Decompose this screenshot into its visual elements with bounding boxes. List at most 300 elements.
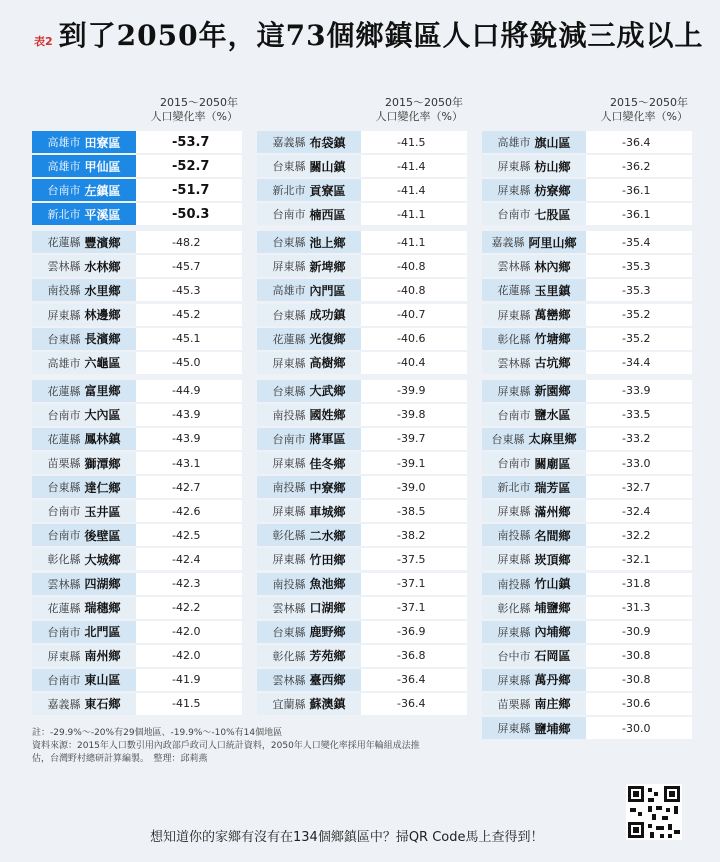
county-label: 屏東縣 <box>272 260 306 274</box>
change-rate-value: -35.2 <box>586 304 692 326</box>
table-row <box>257 203 467 225</box>
town-label: 車城鄉 <box>309 504 346 519</box>
county-label: 台南市 <box>47 505 81 519</box>
region-name <box>482 380 586 402</box>
footnotes <box>32 727 452 766</box>
county-label: 花蓮縣 <box>47 601 81 615</box>
town-label: 布袋鎮 <box>309 135 346 150</box>
county-label: 苗栗縣 <box>47 457 81 471</box>
region-name <box>32 573 136 595</box>
town-label: 七股區 <box>534 207 571 222</box>
region-name <box>257 231 361 253</box>
town-label: 平溪區 <box>84 207 121 222</box>
table-row <box>482 524 692 546</box>
change-rate-value: -42.0 <box>136 621 242 643</box>
region-name <box>482 328 586 350</box>
table-row <box>257 476 467 498</box>
county-label: 屏東縣 <box>272 457 306 471</box>
town-label: 瑞芳區 <box>534 480 571 495</box>
town-label: 南庄鄉 <box>534 697 571 712</box>
note-line: 資料來源：2015年人口數引用內政部戶政司人口統計資料，2050年人口變化率採用年輪組成法推 <box>32 741 420 751</box>
change-rate-value: -38.5 <box>361 500 467 522</box>
town-label: 獅潭鄉 <box>84 456 121 471</box>
region-name <box>257 500 361 522</box>
town-label: 新埤鄉 <box>309 259 346 274</box>
change-rate-value: -42.5 <box>136 524 242 546</box>
change-rate-value: -41.5 <box>361 131 467 153</box>
town-label: 枋山鄉 <box>534 159 571 174</box>
region-name <box>257 452 361 474</box>
region-name <box>32 203 136 225</box>
county-label: 台東縣 <box>272 160 306 174</box>
region-name <box>482 597 586 619</box>
town-label: 楠西區 <box>309 207 346 222</box>
county-label: 台南市 <box>47 184 81 198</box>
county-label: 台東縣 <box>272 384 306 398</box>
town-label: 口湖鄉 <box>309 601 346 616</box>
town-label: 四湖鄉 <box>84 577 121 591</box>
county-label: 台南市 <box>272 208 306 222</box>
change-rate-value: -40.7 <box>361 304 467 326</box>
change-rate-value: -30.8 <box>586 645 692 667</box>
region-name <box>32 352 136 374</box>
table-row <box>482 452 692 474</box>
change-rate-value: -33.5 <box>586 404 692 426</box>
table-row <box>32 645 242 667</box>
table-row <box>257 693 467 715</box>
region-name <box>257 304 361 326</box>
county-label: 花蓮縣 <box>47 384 81 398</box>
region-name <box>257 404 361 426</box>
town-label: 後壁區 <box>84 528 121 543</box>
table-row <box>257 155 467 177</box>
table-row <box>32 452 242 474</box>
town-label: 左鎮區 <box>84 183 121 198</box>
column-header: 2015～2050年 人口變化率（%） <box>600 96 688 123</box>
table-row <box>482 621 692 643</box>
change-rate-value: -36.1 <box>586 179 692 201</box>
table-row <box>482 179 692 201</box>
county-label: 南投縣 <box>272 577 306 591</box>
table-row <box>482 597 692 619</box>
change-rate-value: -41.9 <box>136 669 242 691</box>
table-row <box>482 669 692 691</box>
table-tag: 表2 <box>34 35 53 48</box>
county-label: 屏東縣 <box>272 553 306 567</box>
region-name <box>32 452 136 474</box>
region-name <box>257 476 361 498</box>
region-name <box>482 693 586 715</box>
county-label: 台南市 <box>47 673 81 687</box>
region-name <box>32 328 136 350</box>
change-rate-value: -42.0 <box>136 645 242 667</box>
note-line: 估，台灣野村總研計算編製。 整理：邱莉燕 <box>32 754 208 764</box>
change-rate-value: -41.1 <box>361 231 467 253</box>
change-rate-value: -41.5 <box>136 693 242 715</box>
change-rate-value: -36.4 <box>361 693 467 715</box>
region-name <box>257 573 361 595</box>
county-label: 台南市 <box>47 408 81 422</box>
table-row <box>32 404 242 426</box>
region-name <box>482 500 586 522</box>
table-row <box>32 693 242 715</box>
county-label: 宜蘭縣 <box>272 697 306 711</box>
table-row <box>257 131 467 153</box>
region-name <box>32 645 136 667</box>
table-column-2 <box>257 96 467 717</box>
town-label: 鹽水區 <box>534 408 571 423</box>
county-label: 雲林縣 <box>272 601 306 615</box>
town-label: 芳苑鄉 <box>309 649 346 664</box>
region-name <box>482 352 586 374</box>
town-label: 大武鄉 <box>309 384 346 399</box>
change-rate-value: -36.2 <box>586 155 692 177</box>
town-label: 魚池鄉 <box>309 577 346 591</box>
region-name <box>482 255 586 277</box>
table-row <box>257 352 467 374</box>
change-rate-value: -39.0 <box>361 476 467 498</box>
county-label: 高雄市 <box>47 356 81 370</box>
county-label: 屏東縣 <box>272 505 306 519</box>
town-label: 萬巒鄉 <box>534 308 571 323</box>
town-label: 六龜區 <box>84 356 121 371</box>
change-rate-value: -32.1 <box>586 548 692 570</box>
table-row <box>32 380 242 402</box>
table-row <box>257 645 467 667</box>
table-row <box>32 597 242 619</box>
region-name <box>482 231 586 253</box>
change-rate-value: -42.6 <box>136 500 242 522</box>
county-label: 屏東縣 <box>47 649 81 663</box>
change-rate-value: -40.6 <box>361 328 467 350</box>
table-row <box>257 500 467 522</box>
county-label: 彰化縣 <box>272 529 306 543</box>
county-label: 雲林縣 <box>47 260 81 274</box>
table-row <box>482 693 692 715</box>
table-row <box>257 573 467 595</box>
table-row <box>257 328 467 350</box>
county-label: 台中市 <box>497 649 531 663</box>
region-name <box>32 279 136 301</box>
town-label: 光復鄉 <box>309 332 346 347</box>
table-row <box>482 131 692 153</box>
town-label: 滿州鄉 <box>534 504 571 519</box>
change-rate-value: -35.3 <box>586 255 692 277</box>
town-label: 石岡區 <box>534 649 571 664</box>
county-label: 彰化縣 <box>47 553 81 567</box>
change-rate-value: -31.3 <box>586 597 692 619</box>
table-row <box>482 328 692 350</box>
qr-code-icon[interactable] <box>626 784 682 840</box>
region-name <box>32 155 136 177</box>
change-rate-value: -31.8 <box>586 573 692 595</box>
region-name <box>32 669 136 691</box>
county-label: 台東縣 <box>47 481 81 495</box>
table-row <box>32 548 242 570</box>
change-rate-value: -43.9 <box>136 428 242 450</box>
table-row <box>32 352 242 374</box>
region-name <box>32 255 136 277</box>
region-name <box>482 524 586 546</box>
county-label: 雲林縣 <box>272 673 306 687</box>
note-line: 註：-29.9%～-20%有29個地區、-19.9%～-10%有14個地區 <box>32 728 283 738</box>
county-label: 高雄市 <box>272 284 306 298</box>
town-label: 中寮鄉 <box>309 480 346 495</box>
town-label: 豐濱鄉 <box>84 235 121 250</box>
table-row <box>257 548 467 570</box>
town-label: 玉井區 <box>84 504 121 519</box>
table-row <box>32 573 242 595</box>
county-label: 南投縣 <box>497 577 531 591</box>
change-rate-value: -37.1 <box>361 573 467 595</box>
table-row <box>482 500 692 522</box>
table-row <box>482 255 692 277</box>
table-row <box>32 524 242 546</box>
change-rate-value: -35.3 <box>586 279 692 301</box>
town-label: 達仁鄉 <box>84 480 121 495</box>
region-name <box>32 131 136 153</box>
town-label: 崁頂鄉 <box>534 552 571 567</box>
table-row <box>32 328 242 350</box>
table-row <box>32 476 242 498</box>
county-label: 台東縣 <box>272 625 306 639</box>
town-label: 富里鄉 <box>84 384 121 399</box>
table-row <box>257 428 467 450</box>
county-label: 新北市 <box>272 184 306 198</box>
county-label: 嘉義縣 <box>272 136 306 149</box>
region-name <box>482 131 586 153</box>
town-label: 古坑鄉 <box>534 356 571 371</box>
region-name <box>257 255 361 277</box>
rows <box>32 131 242 715</box>
region-name <box>257 203 361 225</box>
county-label: 苗栗縣 <box>497 697 531 711</box>
town-label: 南州鄉 <box>84 649 121 664</box>
region-name <box>257 645 361 667</box>
town-label: 竹山鎮 <box>534 577 571 591</box>
change-rate-value: -38.2 <box>361 524 467 546</box>
table-row <box>32 304 242 326</box>
county-label: 台東縣 <box>272 236 306 250</box>
county-label: 花蓮縣 <box>47 432 81 446</box>
town-label: 水里鄉 <box>84 283 121 298</box>
region-name <box>482 621 586 643</box>
change-rate-value: -39.9 <box>361 380 467 402</box>
town-label: 林邊鄉 <box>84 308 121 323</box>
change-rate-value: -33.0 <box>586 452 692 474</box>
town-label: 竹田鄉 <box>309 552 346 567</box>
town-label: 太麻里鄉 <box>528 432 577 447</box>
table-row <box>32 131 242 153</box>
change-rate-value: -42.4 <box>136 548 242 570</box>
town-label: 水林鄉 <box>84 259 121 274</box>
town-label: 北門區 <box>84 625 121 640</box>
region-name <box>257 621 361 643</box>
county-label: 嘉義縣 <box>47 697 81 711</box>
table-row <box>32 621 242 643</box>
town-label: 池上鄉 <box>309 235 346 250</box>
table-row <box>257 669 467 691</box>
county-label: 雲林縣 <box>497 260 531 274</box>
region-name <box>482 203 586 225</box>
region-name <box>32 428 136 450</box>
town-label: 鹿野鄉 <box>309 625 346 640</box>
change-rate-value: -37.5 <box>361 548 467 570</box>
county-label: 屏東縣 <box>272 356 306 370</box>
change-rate-value: -41.4 <box>361 155 467 177</box>
change-rate-value: -36.4 <box>361 669 467 691</box>
town-label: 埔鹽鄉 <box>534 601 571 616</box>
change-rate-value: -39.7 <box>361 428 467 450</box>
region-name <box>32 476 136 498</box>
town-label: 內門區 <box>309 283 346 298</box>
region-name <box>482 548 586 570</box>
table-row <box>257 279 467 301</box>
change-rate-value: -42.3 <box>136 573 242 595</box>
town-label: 東山區 <box>84 673 121 688</box>
county-label: 屏東縣 <box>497 184 531 198</box>
county-label: 台南市 <box>497 457 531 471</box>
county-label: 台南市 <box>47 529 81 543</box>
town-label: 旗山區 <box>534 135 571 150</box>
table-row <box>257 452 467 474</box>
table-row <box>482 304 692 326</box>
town-label: 高樹鄉 <box>309 356 346 371</box>
change-rate-value: -39.8 <box>361 404 467 426</box>
county-label: 屏東縣 <box>497 160 531 174</box>
table-row <box>482 717 692 739</box>
county-label: 屏東縣 <box>497 722 531 736</box>
table-row <box>32 428 242 450</box>
county-label: 南投縣 <box>272 481 306 495</box>
region-name <box>32 179 136 201</box>
rows <box>257 131 467 715</box>
table-row <box>32 231 242 253</box>
county-label: 屏東縣 <box>497 384 531 398</box>
change-rate-value: -45.2 <box>136 304 242 326</box>
change-rate-value: -51.7 <box>136 179 242 201</box>
change-rate-value: -45.1 <box>136 328 242 350</box>
county-label: 花蓮縣 <box>497 284 531 298</box>
town-label: 蘇澳鎮 <box>309 697 346 712</box>
region-name <box>482 573 586 595</box>
change-rate-value: -52.7 <box>136 155 242 177</box>
table-row <box>482 231 692 253</box>
change-rate-value: -45.3 <box>136 279 242 301</box>
town-label: 竹塘鄉 <box>534 332 571 347</box>
change-rate-value: -43.9 <box>136 404 242 426</box>
table-row <box>482 404 692 426</box>
county-label: 台南市 <box>497 208 531 222</box>
county-label: 屏東縣 <box>47 308 81 322</box>
county-label: 台南市 <box>272 432 306 446</box>
change-rate-value: -36.1 <box>586 203 692 225</box>
header <box>34 14 704 64</box>
change-rate-value: -45.0 <box>136 352 242 374</box>
county-label: 彰化縣 <box>497 601 531 615</box>
region-name <box>257 428 361 450</box>
change-rate-value: -33.2 <box>586 428 692 450</box>
table-row <box>482 279 692 301</box>
county-label: 台南市 <box>497 408 531 422</box>
table-row <box>257 179 467 201</box>
table-row <box>482 573 692 595</box>
table-row <box>482 203 692 225</box>
change-rate-value: -30.0 <box>586 717 692 739</box>
column-header: 2015～2050年 人口變化率（%） <box>150 96 238 123</box>
table-row <box>482 476 692 498</box>
rows <box>482 131 692 739</box>
region-name <box>32 380 136 402</box>
county-label: 高雄市 <box>47 160 81 174</box>
region-name <box>482 476 586 498</box>
region-name <box>32 524 136 546</box>
town-label: 甲仙區 <box>84 159 121 174</box>
region-name <box>482 717 586 739</box>
change-rate-value: -41.1 <box>361 203 467 225</box>
town-label: 田寮區 <box>84 135 121 150</box>
region-name <box>32 693 136 715</box>
table-row <box>257 304 467 326</box>
change-rate-value: -35.2 <box>586 328 692 350</box>
change-rate-value: -45.7 <box>136 255 242 277</box>
town-label: 成功鎮 <box>309 308 346 323</box>
change-rate-value: -42.2 <box>136 597 242 619</box>
county-label: 彰化縣 <box>272 649 306 663</box>
region-name <box>257 131 361 153</box>
table-row <box>32 179 242 201</box>
county-label: 雲林縣 <box>47 577 81 591</box>
change-rate-value: -53.7 <box>136 131 242 153</box>
region-name <box>482 304 586 326</box>
county-label: 南投縣 <box>47 284 81 298</box>
change-rate-value: -42.7 <box>136 476 242 498</box>
table-row <box>257 231 467 253</box>
region-name <box>257 328 361 350</box>
table-row <box>482 352 692 374</box>
town-label: 關山鎮 <box>309 159 346 174</box>
table-row <box>257 404 467 426</box>
town-label: 林內鄉 <box>534 259 571 274</box>
change-rate-value: -40.8 <box>361 255 467 277</box>
table-row <box>32 255 242 277</box>
county-label: 彰化縣 <box>497 332 531 346</box>
county-label: 台東縣 <box>47 332 81 346</box>
region-name <box>257 352 361 374</box>
county-label: 花蓮縣 <box>47 236 81 250</box>
region-name <box>257 155 361 177</box>
town-label: 鹽埔鄉 <box>534 721 571 736</box>
town-label: 貢寮區 <box>309 183 346 198</box>
table-row <box>257 255 467 277</box>
town-label: 東石鄉 <box>84 697 121 712</box>
region-name <box>482 669 586 691</box>
table-column-1 <box>32 96 242 717</box>
table-row <box>257 597 467 619</box>
town-label: 枋寮鄉 <box>534 183 571 198</box>
region-name <box>32 404 136 426</box>
county-label: 屏東縣 <box>497 553 531 567</box>
county-label: 高雄市 <box>497 136 531 149</box>
town-label: 鳳林鎮 <box>84 432 121 447</box>
change-rate-value: -30.6 <box>586 693 692 715</box>
change-rate-value: -41.4 <box>361 179 467 201</box>
region-name <box>32 231 136 253</box>
town-label: 阿里山鄉 <box>528 235 577 250</box>
change-rate-value: -34.4 <box>586 352 692 374</box>
change-rate-value: -32.4 <box>586 500 692 522</box>
region-name <box>257 179 361 201</box>
